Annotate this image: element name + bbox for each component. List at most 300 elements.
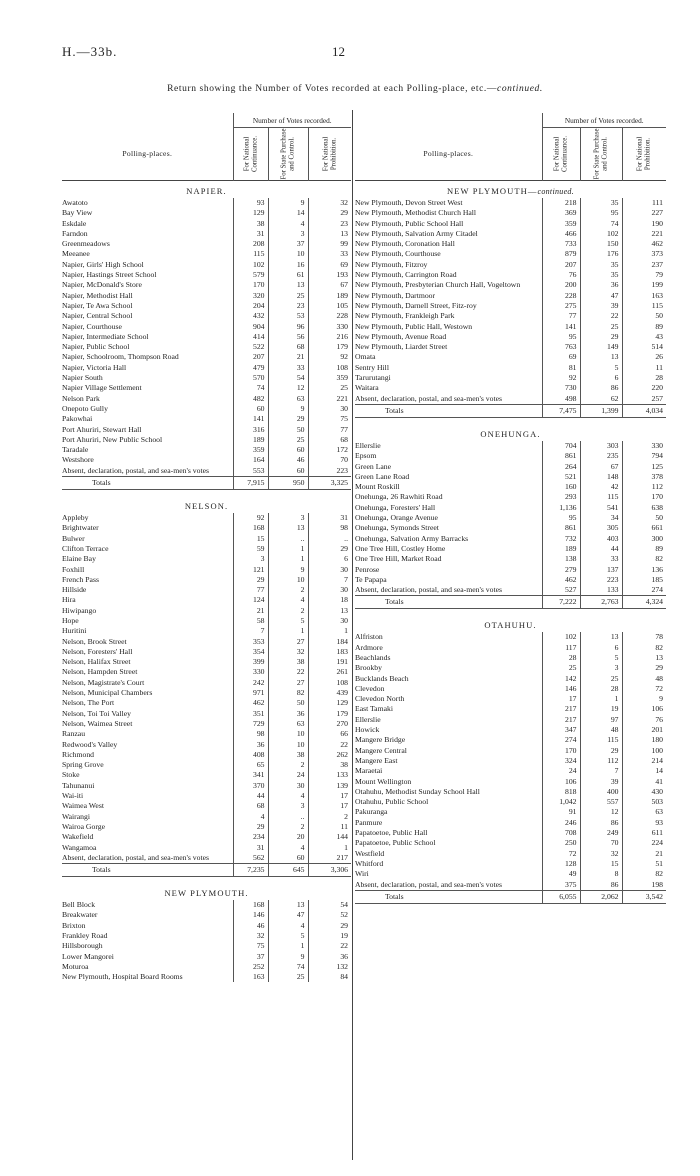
votes-prohibition: 179 bbox=[308, 342, 351, 352]
polling-place: Stoke bbox=[62, 770, 80, 780]
votes-continuance: 117 bbox=[542, 643, 580, 653]
table-row bbox=[62, 394, 351, 404]
votes-prohibition: 132 bbox=[308, 962, 351, 972]
votes-state-purchase: 39 bbox=[580, 301, 622, 311]
polling-place: Westfield bbox=[355, 848, 385, 858]
votes-state-purchase: 60 bbox=[268, 445, 308, 455]
section-name: ONEHUNGA. bbox=[480, 428, 541, 439]
votes-continuance: 207 bbox=[542, 260, 580, 270]
polling-place: Napier, Te Awa School bbox=[62, 300, 133, 310]
table-row bbox=[62, 606, 351, 616]
votes-state-purchase: 4 bbox=[268, 219, 308, 229]
votes-state-purchase: 2 bbox=[268, 585, 308, 595]
votes-continuance: 217 bbox=[542, 704, 580, 714]
polling-place: Napier, Victoria Hall bbox=[62, 362, 127, 372]
polling-place: Green Lane bbox=[355, 461, 392, 471]
votes-state-purchase: 32 bbox=[580, 849, 622, 859]
polling-place: Absent, declaration, postal, and sea-men's votes bbox=[62, 852, 209, 862]
votes-state-purchase: 97 bbox=[580, 715, 622, 725]
votes-state-purchase: 60 bbox=[268, 853, 308, 864]
votes-state-purchase: 27 bbox=[268, 637, 308, 647]
votes-continuance: 24 bbox=[542, 766, 580, 776]
votes-state-purchase: 25 bbox=[580, 674, 622, 684]
votes-prohibition: 214 bbox=[622, 756, 666, 766]
votes-prohibition: 227 bbox=[622, 208, 666, 218]
votes-continuance: 242 bbox=[233, 678, 268, 688]
votes-continuance: 353 bbox=[233, 637, 268, 647]
votes-continuance: 146 bbox=[542, 684, 580, 694]
table-row bbox=[355, 807, 666, 817]
polling-place: Onehunga, Salvation Army Barracks bbox=[355, 533, 469, 543]
votes-state-purchase: 10 bbox=[268, 249, 308, 259]
table-row bbox=[62, 719, 351, 729]
table-row bbox=[355, 632, 666, 642]
votes-state-purchase: 115 bbox=[580, 735, 622, 745]
votes-prohibition: 41 bbox=[622, 777, 666, 787]
votes-continuance: 138 bbox=[542, 554, 580, 564]
votes-prohibition: 163 bbox=[622, 291, 666, 301]
votes-prohibition: 144 bbox=[308, 832, 351, 842]
votes-state-purchase: 5 bbox=[268, 616, 308, 626]
votes-continuance: 142 bbox=[542, 674, 580, 684]
votes-continuance: 44 bbox=[233, 791, 268, 801]
polling-place: Papatoetoe, Public Hall bbox=[355, 828, 428, 838]
table-row bbox=[355, 674, 666, 684]
table-row bbox=[62, 616, 351, 626]
votes-prohibition: 23 bbox=[308, 219, 351, 229]
polling-place: Tahunanui bbox=[62, 780, 95, 790]
votes-continuance: 1,042 bbox=[542, 797, 580, 807]
total-state-purchase: 645 bbox=[268, 864, 308, 877]
votes-state-purchase: 115 bbox=[580, 492, 622, 502]
votes-state-purchase: 1 bbox=[268, 554, 308, 564]
votes-prohibition: 11 bbox=[622, 363, 666, 373]
total-prohibition: 4,034 bbox=[622, 404, 666, 417]
votes-continuance: 7 bbox=[233, 626, 268, 636]
votes-state-purchase: 63 bbox=[268, 394, 308, 404]
votes-prohibition: 217 bbox=[308, 853, 351, 864]
votes-continuance: 25 bbox=[542, 663, 580, 673]
votes-prohibition: 179 bbox=[308, 709, 351, 719]
votes-state-purchase: 56 bbox=[268, 332, 308, 342]
votes-state-purchase: 12 bbox=[268, 383, 308, 393]
table-row bbox=[62, 832, 351, 842]
polling-place: Waitara bbox=[355, 383, 379, 393]
votes-prohibition: 82 bbox=[622, 554, 666, 564]
polling-place: New Plymouth, Dartmoor bbox=[355, 290, 436, 300]
table-row bbox=[62, 657, 351, 667]
votes-continuance: 65 bbox=[233, 760, 268, 770]
table-row bbox=[355, 849, 666, 859]
table-row bbox=[355, 311, 666, 321]
votes-continuance: 562 bbox=[233, 853, 268, 864]
polling-place: Bulwer bbox=[62, 533, 85, 543]
polling-place: New Plymouth, Public School Hall bbox=[355, 218, 464, 228]
table-row bbox=[62, 791, 351, 801]
polling-place: Waimea West bbox=[62, 801, 104, 811]
votes-prohibition: 50 bbox=[622, 513, 666, 523]
polling-place: Otahuhu, Methodist Sunday School Hall bbox=[355, 786, 480, 796]
votes-continuance: 115 bbox=[233, 249, 268, 259]
table-row bbox=[62, 280, 351, 290]
votes-state-purchase: 4 bbox=[268, 843, 308, 853]
totals-label: Totals bbox=[62, 477, 233, 490]
votes-continuance: 462 bbox=[542, 575, 580, 585]
totals-row bbox=[62, 477, 351, 490]
votes-prohibition: 462 bbox=[622, 239, 666, 249]
votes-state-purchase: 541 bbox=[580, 503, 622, 513]
votes-continuance: 124 bbox=[233, 595, 268, 605]
votes-continuance: 246 bbox=[542, 818, 580, 828]
votes-prohibition: 77 bbox=[308, 425, 351, 435]
header-national-continuance: For National Continuance. bbox=[243, 135, 258, 173]
votes-prohibition: 76 bbox=[622, 715, 666, 725]
votes-state-purchase: 67 bbox=[580, 462, 622, 472]
votes-continuance: 164 bbox=[233, 455, 268, 465]
polling-place: Absent, declaration, postal, and sea-men's votes bbox=[62, 465, 209, 475]
votes-state-purchase: 25 bbox=[268, 435, 308, 445]
polling-place: New Plymouth, Darnell Street, Fitz-roy bbox=[355, 300, 477, 310]
totals-label: Totals bbox=[62, 864, 233, 877]
votes-prohibition: 224 bbox=[622, 838, 666, 848]
votes-prohibition: 11 bbox=[308, 822, 351, 832]
votes-state-purchase: 7 bbox=[580, 766, 622, 776]
votes-continuance: 347 bbox=[542, 725, 580, 735]
votes-prohibition: 82 bbox=[622, 869, 666, 879]
polling-place: One Tree Hill, Costley Home bbox=[355, 543, 446, 553]
votes-continuance: 31 bbox=[233, 229, 268, 239]
votes-continuance: 730 bbox=[542, 383, 580, 393]
votes-continuance: 69 bbox=[542, 352, 580, 362]
section-continued: continued. bbox=[537, 187, 575, 196]
votes-prohibition: 1 bbox=[308, 843, 351, 853]
votes-state-purchase: 9 bbox=[268, 198, 308, 208]
votes-state-purchase: 28 bbox=[580, 684, 622, 694]
votes-prohibition: 503 bbox=[622, 797, 666, 807]
votes-state-purchase: 44 bbox=[580, 544, 622, 554]
votes-state-purchase: 5 bbox=[268, 931, 308, 941]
votes-state-purchase: 5 bbox=[580, 363, 622, 373]
table-row bbox=[355, 880, 666, 891]
table-row bbox=[355, 229, 666, 239]
votes-prohibition: 191 bbox=[308, 657, 351, 667]
votes-prohibition: 378 bbox=[622, 472, 666, 482]
votes-continuance: 466 bbox=[542, 229, 580, 239]
polling-place: Brixton bbox=[62, 920, 86, 930]
votes-continuance: 479 bbox=[233, 363, 268, 373]
caption-main: Return showing the Number of Votes recorded at each Polling-place, etc.— bbox=[167, 84, 498, 94]
table-row bbox=[62, 373, 351, 383]
polling-place: Napier, Courthouse bbox=[62, 321, 122, 331]
polling-place: Bucklands Beach bbox=[355, 673, 409, 683]
votes-prohibition: 51 bbox=[622, 859, 666, 869]
votes-prohibition: 190 bbox=[622, 219, 666, 229]
votes-continuance: 408 bbox=[233, 750, 268, 760]
votes-state-purchase: 10 bbox=[268, 729, 308, 739]
votes-prohibition: 262 bbox=[308, 750, 351, 760]
votes-state-purchase: 22 bbox=[268, 667, 308, 677]
votes-state-purchase: 74 bbox=[268, 962, 308, 972]
polling-place: New Plymouth, Avenue Road bbox=[355, 331, 447, 341]
votes-state-purchase: 149 bbox=[580, 342, 622, 352]
polling-place: Brightwater bbox=[62, 523, 99, 533]
table-row bbox=[355, 684, 666, 694]
votes-state-purchase: 176 bbox=[580, 249, 622, 259]
table-row bbox=[355, 534, 666, 544]
votes-continuance: 330 bbox=[233, 667, 268, 677]
polling-place: Pakuranga bbox=[355, 807, 388, 817]
votes-state-purchase: 29 bbox=[580, 746, 622, 756]
votes-continuance: 704 bbox=[542, 441, 580, 451]
votes-prohibition: 17 bbox=[308, 791, 351, 801]
polling-place: Ardmore bbox=[355, 642, 383, 652]
votes-prohibition: .. bbox=[308, 534, 351, 544]
polling-place: Bell Block bbox=[62, 900, 96, 910]
votes-continuance: 77 bbox=[542, 311, 580, 321]
polling-place: Nelson, Toi Toi Valley bbox=[62, 708, 131, 718]
polling-place: Howick bbox=[355, 725, 380, 735]
votes-continuance: 76 bbox=[542, 270, 580, 280]
polling-place: Taradale bbox=[62, 445, 89, 455]
votes-continuance: 36 bbox=[233, 740, 268, 750]
polling-place: Maraetai bbox=[355, 766, 383, 776]
votes-state-purchase: 25 bbox=[268, 972, 308, 982]
votes-prohibition: 22 bbox=[308, 941, 351, 951]
votes-state-purchase: 42 bbox=[580, 482, 622, 492]
votes-continuance: 29 bbox=[233, 575, 268, 585]
votes-prohibition: 70 bbox=[308, 455, 351, 465]
section-name: NEW PLYMOUTH. bbox=[164, 888, 249, 899]
votes-continuance: 77 bbox=[233, 585, 268, 595]
polling-place: Wakefield bbox=[62, 832, 94, 842]
votes-state-purchase: 82 bbox=[268, 688, 308, 698]
section-heading bbox=[62, 883, 351, 900]
table-row bbox=[62, 363, 351, 373]
table-row bbox=[62, 801, 351, 811]
votes-prohibition: 33 bbox=[308, 249, 351, 259]
polling-place: Foxhill bbox=[62, 564, 85, 574]
table-row bbox=[62, 812, 351, 822]
total-prohibition: 3,542 bbox=[622, 890, 666, 903]
votes-state-purchase: 32 bbox=[268, 647, 308, 657]
table-row bbox=[62, 260, 351, 270]
table-row bbox=[355, 704, 666, 714]
votes-continuance: 74 bbox=[233, 383, 268, 393]
votes-prohibition: 638 bbox=[622, 503, 666, 513]
votes-prohibition: 29 bbox=[308, 921, 351, 931]
votes-state-purchase: 15 bbox=[580, 859, 622, 869]
votes-state-purchase: 20 bbox=[268, 832, 308, 842]
votes-state-purchase: 6 bbox=[580, 643, 622, 653]
votes-prohibition: 100 bbox=[622, 746, 666, 756]
polling-place: One Tree Hill, Market Road bbox=[355, 554, 442, 564]
votes-state-purchase: 33 bbox=[580, 554, 622, 564]
polling-place: Onehunga, Orange Avenue bbox=[355, 513, 438, 523]
table-row bbox=[62, 383, 351, 393]
table-row bbox=[62, 513, 351, 523]
votes-state-purchase: 50 bbox=[268, 425, 308, 435]
votes-continuance: 354 bbox=[233, 647, 268, 657]
votes-continuance: 708 bbox=[542, 828, 580, 838]
table-row bbox=[62, 455, 351, 465]
table-row bbox=[355, 352, 666, 362]
polling-place: Hillsborough bbox=[62, 941, 103, 951]
votes-state-purchase: 24 bbox=[268, 770, 308, 780]
votes-prohibition: 514 bbox=[622, 342, 666, 352]
votes-prohibition: 52 bbox=[308, 910, 351, 920]
votes-prohibition: 19 bbox=[308, 931, 351, 941]
votes-prohibition: 198 bbox=[622, 880, 666, 891]
votes-continuance: 102 bbox=[233, 260, 268, 270]
votes-prohibition: 54 bbox=[308, 900, 351, 910]
votes-state-purchase: 223 bbox=[580, 575, 622, 585]
votes-continuance: 522 bbox=[233, 342, 268, 352]
polling-place: Onehunga, Foresters' Hall bbox=[355, 502, 436, 512]
votes-state-purchase: 47 bbox=[580, 291, 622, 301]
votes-prohibition: 36 bbox=[308, 952, 351, 962]
votes-state-purchase: 2 bbox=[268, 606, 308, 616]
votes-state-purchase: 9 bbox=[268, 404, 308, 414]
votes-state-purchase: 403 bbox=[580, 534, 622, 544]
polling-place: New Plymouth, Salvation Army Citadel bbox=[355, 228, 478, 238]
polling-place: Mangere East bbox=[355, 755, 398, 765]
votes-continuance: 369 bbox=[542, 208, 580, 218]
votes-state-purchase: 48 bbox=[580, 725, 622, 735]
votes-state-purchase: 86 bbox=[580, 383, 622, 393]
section-heading bbox=[355, 424, 666, 441]
votes-state-purchase: 25 bbox=[268, 291, 308, 301]
votes-state-purchase: 1 bbox=[268, 941, 308, 951]
totals-row bbox=[355, 404, 666, 417]
votes-prohibition: 31 bbox=[308, 513, 351, 523]
votes-prohibition: 184 bbox=[308, 637, 351, 647]
table-row bbox=[355, 746, 666, 756]
votes-continuance: 351 bbox=[233, 709, 268, 719]
votes-state-purchase: 1 bbox=[268, 626, 308, 636]
polling-place: Nelson, Magistrate's Court bbox=[62, 677, 145, 687]
votes-state-purchase: .. bbox=[268, 534, 308, 544]
votes-continuance: 21 bbox=[233, 606, 268, 616]
votes-state-purchase: 23 bbox=[268, 301, 308, 311]
polling-place: Clevedon bbox=[355, 683, 385, 693]
votes-table-left bbox=[62, 113, 351, 982]
polling-place: Eskdale bbox=[62, 218, 87, 228]
table-row bbox=[355, 828, 666, 838]
votes-state-purchase: 25 bbox=[580, 322, 622, 332]
votes-continuance: 95 bbox=[542, 332, 580, 342]
table-row bbox=[62, 781, 351, 791]
page-number: 12 bbox=[332, 44, 345, 59]
section-name: OTAHUHU. bbox=[484, 620, 537, 631]
votes-continuance: 92 bbox=[233, 513, 268, 523]
votes-state-purchase: 9 bbox=[268, 565, 308, 575]
votes-state-purchase: 19 bbox=[580, 704, 622, 714]
votes-continuance: 58 bbox=[233, 616, 268, 626]
table-row bbox=[62, 445, 351, 455]
votes-prohibition: 129 bbox=[308, 698, 351, 708]
votes-continuance: 904 bbox=[233, 322, 268, 332]
totals-row bbox=[355, 596, 666, 609]
polling-place: Appleby bbox=[62, 513, 89, 523]
table-row bbox=[355, 715, 666, 725]
table-row bbox=[62, 208, 351, 218]
votes-state-purchase: 27 bbox=[268, 678, 308, 688]
table-row bbox=[62, 698, 351, 708]
votes-state-purchase: 305 bbox=[580, 523, 622, 533]
total-continuance: 7,915 bbox=[233, 477, 268, 490]
polling-place: Onehunga, Symonds Street bbox=[355, 523, 439, 533]
polling-place: New Plymouth, Liardet Street bbox=[355, 342, 448, 352]
votes-prohibition: 228 bbox=[308, 311, 351, 321]
polling-place: Farndon bbox=[62, 228, 88, 238]
votes-state-purchase: 102 bbox=[580, 229, 622, 239]
total-state-purchase: 1,399 bbox=[580, 404, 622, 417]
table-row bbox=[62, 342, 351, 352]
votes-state-purchase: 38 bbox=[268, 657, 308, 667]
table-row bbox=[355, 797, 666, 807]
votes-continuance: 579 bbox=[233, 270, 268, 280]
votes-continuance: 432 bbox=[233, 311, 268, 321]
total-continuance: 6,055 bbox=[542, 890, 580, 903]
table-row bbox=[62, 910, 351, 920]
votes-continuance: 570 bbox=[233, 373, 268, 383]
table-row bbox=[62, 466, 351, 477]
votes-continuance: 31 bbox=[233, 843, 268, 853]
polling-place: Meeanee bbox=[62, 249, 90, 259]
votes-prohibition: 72 bbox=[622, 684, 666, 694]
votes-prohibition: 30 bbox=[308, 404, 351, 414]
votes-prohibition: 17 bbox=[308, 801, 351, 811]
table-row bbox=[62, 332, 351, 342]
votes-prohibition: 89 bbox=[622, 322, 666, 332]
votes-state-purchase: 13 bbox=[268, 523, 308, 533]
votes-state-purchase: 13 bbox=[268, 280, 308, 290]
votes-prohibition: 32 bbox=[308, 198, 351, 208]
votes-continuance: 37 bbox=[233, 952, 268, 962]
votes-continuance: 29 bbox=[233, 822, 268, 832]
table-row bbox=[355, 394, 666, 405]
header-national-prohibition: For National Prohibition. bbox=[636, 136, 652, 172]
polling-place: Ranzau bbox=[62, 729, 86, 739]
table-row bbox=[355, 239, 666, 249]
polling-place: Absent, declaration, postal, and sea-men's votes bbox=[355, 393, 502, 403]
votes-state-purchase: 35 bbox=[580, 260, 622, 270]
table-row bbox=[62, 322, 351, 332]
votes-state-purchase: 8 bbox=[580, 869, 622, 879]
polling-place: Nelson, Hampden Street bbox=[62, 667, 138, 677]
section-name: NAPIER. bbox=[186, 186, 227, 196]
table-row bbox=[355, 694, 666, 704]
table-row bbox=[62, 229, 351, 239]
table-row bbox=[355, 451, 666, 461]
polling-place: Nelson, Municipal Chambers bbox=[62, 688, 153, 698]
table-row bbox=[62, 575, 351, 585]
polling-place: Absent, declaration, postal, and sea-men's votes bbox=[355, 879, 502, 889]
polling-place: New Plymouth, Carrington Road bbox=[355, 270, 457, 280]
polling-place: Nelson, Halifax Street bbox=[62, 657, 131, 667]
votes-continuance: 733 bbox=[542, 239, 580, 249]
votes-state-purchase: 60 bbox=[268, 466, 308, 477]
votes-prohibition: 89 bbox=[622, 544, 666, 554]
votes-prohibition: 330 bbox=[308, 322, 351, 332]
table-row bbox=[62, 931, 351, 941]
votes-state-purchase: 50 bbox=[268, 698, 308, 708]
polling-place: Papatoetoe, Public School bbox=[355, 838, 436, 848]
polling-place: Otahuhu, Public School bbox=[355, 797, 429, 807]
votes-continuance: 170 bbox=[233, 280, 268, 290]
table-row bbox=[62, 853, 351, 864]
polling-place: Mount Roskill bbox=[355, 482, 400, 492]
